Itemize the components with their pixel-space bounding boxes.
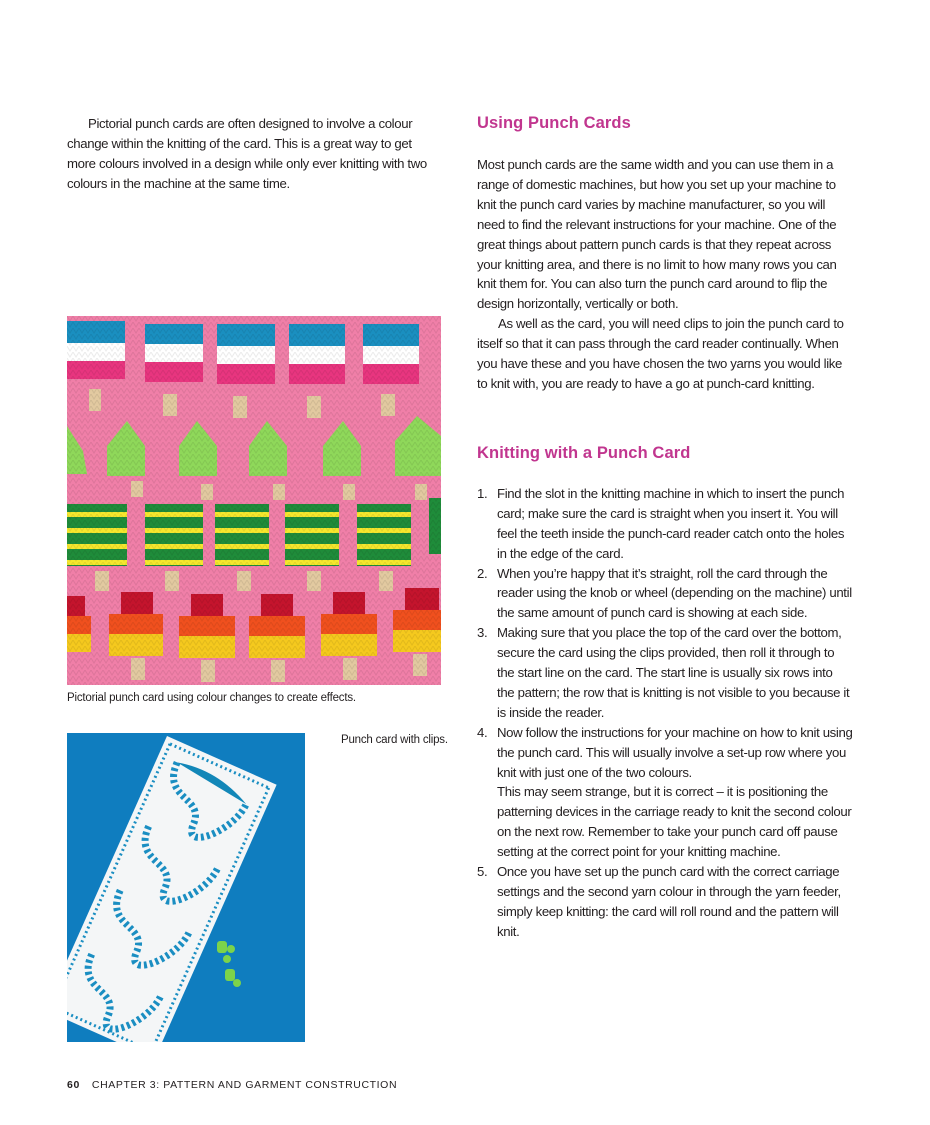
step-item bbox=[477, 484, 853, 564]
step-text: Making sure that you place the top of the card over the bottom, secure the card using the clips provided, then roll it through to the start line on the card. The start line is usually six rows into the pattern; the row that is knitting is not visible to you because it is inside the reader. bbox=[497, 625, 850, 720]
paragraph-using-1: Most punch cards are the same width and you can use them in a range of domestic machines, but how you set up your machine to knit the punch card varies by machine manufacturer, so you will need to find the relevant instructions for your machine. One of the great things about pattern punch cards is that they repeat across your knitting area, and there is no limit to how many rows you can knit them for. You can also turn the punch card around to flip the design horizontally, vertically or both. bbox=[477, 157, 837, 312]
right-column bbox=[477, 112, 853, 942]
page-number: 60 bbox=[67, 1079, 80, 1091]
intro-paragraph: Pictorial punch cards are often designed to involve a colour change within the knitting of the card. This is a great way to get more colours involved in a design while only ever knitting with two colours in the machine at the same time. bbox=[67, 116, 427, 191]
popsicle-knit-illustration bbox=[67, 316, 441, 685]
step-text: When you’re happy that it’s straight, roll the card through the reader using the knob or wheel (depending on the machine) until the same amount of punch card is showing at each side. bbox=[497, 565, 852, 621]
step-number: 3. bbox=[477, 625, 488, 641]
left-column bbox=[67, 114, 441, 194]
step-item bbox=[477, 623, 853, 723]
step-item bbox=[477, 723, 853, 862]
step-text: Find the slot in the knitting machine in which to insert the punch card; make sure the card is straight when you insert it. You will feel the teeth inside the punch-card reader catch onto the holes in the edge of the card. bbox=[497, 485, 845, 561]
page-footer bbox=[67, 1079, 397, 1091]
step-number: 4. bbox=[477, 724, 488, 740]
paragraph-using-2: As well as the card, you will need clips to join the punch card to itself so that it can pass through the card reader continually. When you have these and you have chosen the two yarns you would like to knit with, you are ready to have a go at punch-card knitting. bbox=[477, 316, 844, 391]
punch-card-photo bbox=[67, 733, 305, 1042]
step-number: 5. bbox=[477, 864, 488, 880]
knitted-swatch-image bbox=[67, 316, 441, 685]
step-text-continued: This may seem strange, but it is correct – it is positioning the patterning devices in the carriage ready to knit the second colour on the next row. Remember to take your punch card off pause setting at the correct point for your knitting machine. bbox=[497, 784, 852, 860]
step-item bbox=[477, 564, 853, 624]
steps-list bbox=[477, 484, 853, 942]
step-number: 1. bbox=[477, 485, 488, 501]
figure-caption-knit: Pictorial punch card using colour changes to create effects. bbox=[67, 692, 356, 704]
figure-caption-punch-card: Punch card with clips. bbox=[341, 734, 448, 746]
heading-knitting-with-punch-card: Knitting with a Punch Card bbox=[477, 443, 691, 462]
step-text: Now follow the instructions for your machine on how to knit using the punch card. This will usually involve a set-up row where you knit with just one of the two colours. bbox=[497, 724, 853, 780]
step-item bbox=[477, 862, 853, 942]
heading-using-punch-cards: Using Punch Cards bbox=[477, 114, 631, 132]
chapter-title: CHAPTER 3: PATTERN AND GARMENT CONSTRUCTION bbox=[91, 1079, 398, 1091]
punch-card-illustration bbox=[67, 733, 305, 1042]
step-number: 2. bbox=[477, 565, 488, 581]
step-text: Once you have set up the punch card with the correct carriage settings and the second yarn colour in through the yarn feeder, simply keep knitting: the card will roll round and the pattern will knit. bbox=[497, 864, 841, 939]
